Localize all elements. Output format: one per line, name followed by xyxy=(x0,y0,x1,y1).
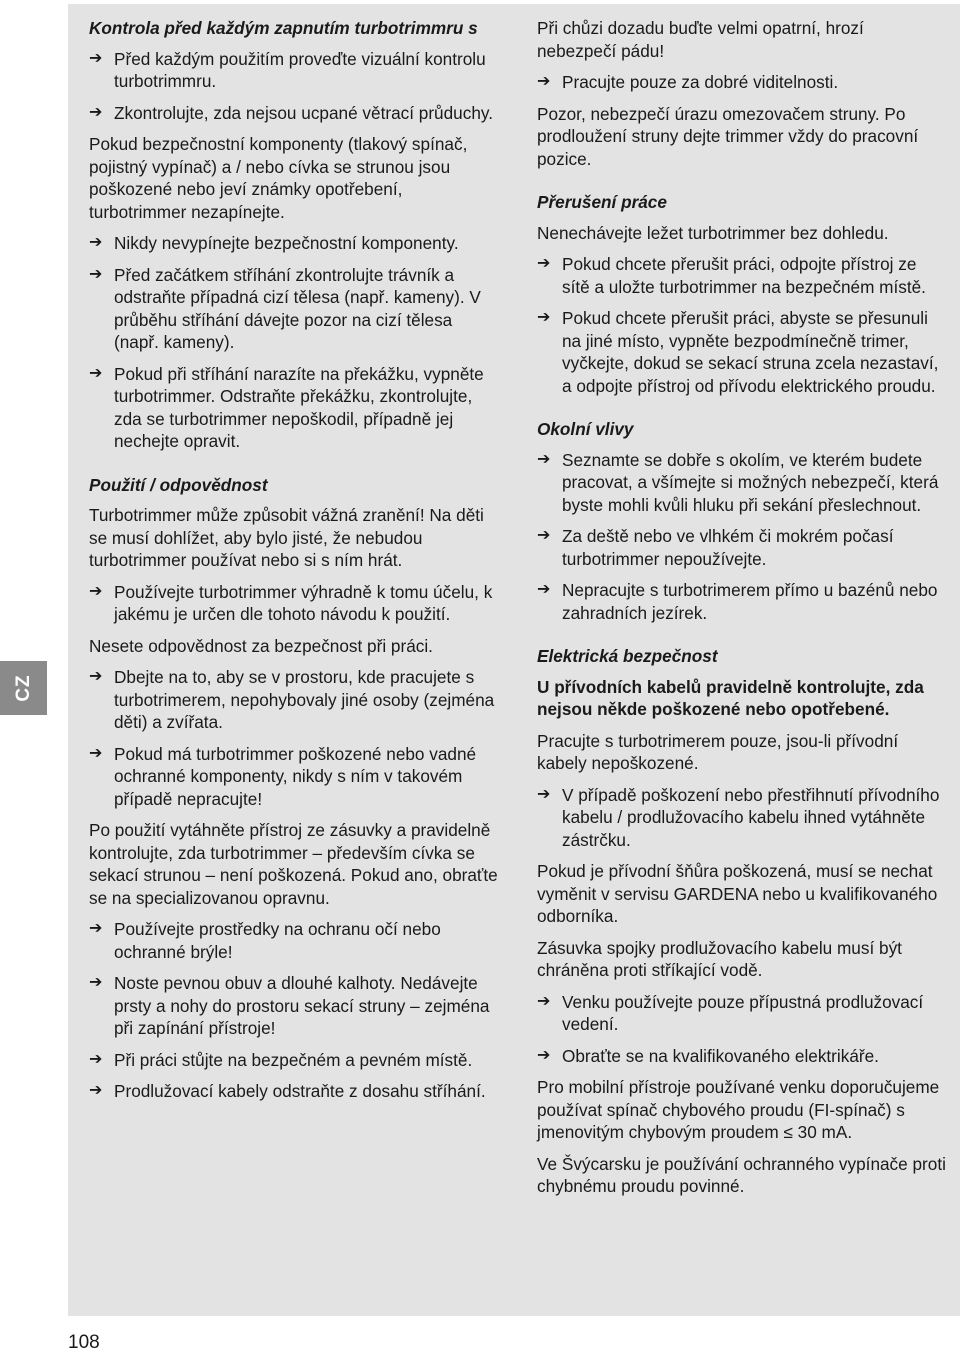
warning-paragraph: U přívodních kabelů pravidelně kontrolujte, zda nejsou někde poškozené nebo opotřebené. xyxy=(537,676,924,719)
bullet-item xyxy=(537,784,947,852)
bullet-text: Nepracujte s turbotrimerem přímo u bazénů nebo zahradních jezírek. xyxy=(562,580,938,623)
bullet-item xyxy=(89,48,499,93)
bullet-item xyxy=(89,1049,499,1072)
bullet-text: Před začátkem stříhání zkontrolujte trávník a odstraňte případná cizí tělesa (např. kameny). V průběhu stříhání dávejte pozor na cizí tělesa (např. kameny). xyxy=(114,264,481,352)
bullet-text: Za deště nebo ve vlhkém či mokrém počasí turbotrimmer nepoužívejte. xyxy=(562,526,894,569)
section-heading: Přerušení práce xyxy=(537,192,667,212)
bullet-text: Pokud při stříhání narazíte na překážku, vypněte turbotrimmer. Odstraňte překážku, zkontrolujte, zda se turbotrimmer nepoškodil, případně jej nechejte opravit. xyxy=(114,363,484,451)
arrow-right-icon: ➔ xyxy=(89,1082,103,1099)
bullet-item xyxy=(537,71,947,94)
arrow-right-icon: ➔ xyxy=(537,255,551,272)
page-number: 108 xyxy=(68,1332,100,1353)
arrow-right-icon: ➔ xyxy=(89,234,103,251)
arrow-right-icon: ➔ xyxy=(89,668,103,685)
bullet-item xyxy=(89,232,499,255)
bullet-text: Prodlužovací kabely odstraňte z dosahu stříhání. xyxy=(114,1081,486,1101)
left-column xyxy=(89,17,499,1112)
paragraph: Pracujte s turbotrimerem pouze, jsou-li přívodní kabely nepoškozené. xyxy=(537,730,899,773)
paragraph: Nesete odpovědnost za bezpečnost při práci. xyxy=(89,635,433,656)
bullet-text: V případě poškození nebo přestřihnutí přívodního kabelu / prodlužovacího kabelu ihned vytáhněte zástrčku. xyxy=(562,784,940,850)
section-heading: Elektrická bezpečnost xyxy=(537,646,718,666)
paragraph: Turbotrimmer může způsobit vážná zranění! Na děti se musí dohlížet, aby bylo jisté, že nebudou turbotrimmer používat nebo si s ním hrát. xyxy=(89,505,484,570)
current-value: ≤ 30 mA. xyxy=(783,1122,853,1142)
arrow-right-icon: ➔ xyxy=(89,1050,103,1068)
arrow-right-icon: ➔ xyxy=(537,581,551,598)
paragraph-text: Pro mobilní přístroje používané venku doporučujeme používat spínač chybového proudu (FI-spínač) s jmenovitým chybovým proudem xyxy=(537,1077,940,1142)
bullet-item xyxy=(537,449,947,517)
paragraph: Pokud je přívodní šňůra poškozená, musí se nechat vyměnit v servisu GARDENA nebo u kvalifikovaného odborníka. xyxy=(537,861,938,926)
arrow-right-icon: ➔ xyxy=(537,992,551,1010)
paragraph xyxy=(537,1076,947,1144)
paragraph: Pokud bezpečnostní komponenty (tlakový spínač, pojistný vypínač) a / nebo cívka se strunou jsou poškozené nebo jeví známky opotřebení, turbotrimmer nezapínejte. xyxy=(89,134,468,222)
bullet-text: Před každým použitím proveďte vizuální kontrolu turbotrimmru. xyxy=(114,48,486,91)
bullet-text: Dbejte na to, aby se v prostoru, kde pracujete s turbotrimerem, nepohybovaly jiné osoby (zejména děti) a zvířata. xyxy=(114,667,495,732)
bullet-text: Noste pevnou obuv a dlouhé kalhoty. Nedávejte prsty a nohy do prostoru sekací struny – zejména při zapínání přístroje! xyxy=(114,973,490,1038)
arrow-right-icon: ➔ xyxy=(89,364,103,382)
bullet-item xyxy=(537,525,947,570)
bullet-text: Zkontrolujte, zda nejsou ucpané větrací průduchy. xyxy=(114,102,493,123)
language-tab-label: CZ xyxy=(12,674,34,702)
arrow-right-icon: ➔ xyxy=(537,527,551,544)
arrow-right-icon: ➔ xyxy=(537,1046,551,1064)
arrow-right-icon: ➔ xyxy=(537,73,551,90)
bullet-text: Obraťte se na kvalifikovaného elektrikáře. xyxy=(562,1045,879,1066)
paragraph: Po použití vytáhněte přístroj ze zásuvky a pravidelně kontrolujte, zda turbotrimmer – především cívka se sekací strunou – není poškozená. Pokud ano, obraťte se na specializovanou opravnu. xyxy=(89,820,498,908)
bullet-item xyxy=(89,918,499,963)
arrow-right-icon: ➔ xyxy=(537,450,551,468)
bullet-item xyxy=(89,1080,499,1103)
bullet-text: Seznamte se dobře s okolím, ve kterém budete pracovat, a všímejte si možných nebezpečí, která byste mohli kvůli hluku při sekání přeslechnout. xyxy=(562,449,939,515)
bullet-item xyxy=(89,102,499,125)
bullet-item xyxy=(537,1045,947,1068)
arrow-right-icon: ➔ xyxy=(537,785,551,803)
bullet-item xyxy=(89,972,499,1040)
right-column xyxy=(537,17,947,1207)
bullet-text: Při práci stůjte na bezpečném a pevném místě. xyxy=(114,1049,473,1070)
arrow-right-icon: ➔ xyxy=(89,265,103,283)
bullet-text: Venku používejte pouze přípustná prodlužovací vedení. xyxy=(562,991,924,1034)
bullet-item xyxy=(89,264,499,354)
bullet-item xyxy=(89,743,499,811)
arrow-right-icon: ➔ xyxy=(537,309,551,326)
bullet-item xyxy=(537,253,947,298)
bullet-text: Používejte prostředky na ochranu očí nebo ochranné brýle! xyxy=(114,919,441,962)
section-heading: Použití / odpovědnost xyxy=(89,474,268,495)
arrow-right-icon: ➔ xyxy=(89,582,103,600)
bullet-item xyxy=(537,579,947,624)
bullet-item xyxy=(89,363,499,453)
bullet-text: Pokud má turbotrimmer poškozené nebo vadné ochranné komponenty, nikdy s ním v takovém případě nepracujte! xyxy=(114,743,477,809)
bullet-item xyxy=(537,991,947,1036)
language-tab xyxy=(0,661,47,715)
bullet-item xyxy=(89,666,499,734)
arrow-right-icon: ➔ xyxy=(89,49,103,67)
bullet-item xyxy=(89,581,499,626)
section-heading: Kontrola před každým zapnutím turbotrimmru s xyxy=(89,18,478,38)
bullet-text: Pokud chcete přerušit práci, odpojte přístroj ze sítě a uložte turbotrimmer na bezpečném místě. xyxy=(562,254,926,297)
paragraph: Zásuvka spojky prodlužovacího kabelu musí být chráněna proti stříkající vodě. xyxy=(537,937,902,980)
bullet-text: Pokud chcete přerušit práci, abyste se přesunuli na jiné místo, vypněte bezpodmínečně trimer, vyčkejte, dokud se sekací struna zcela nezastaví, a odpojte přístroj od přívodu elektrického proudu. xyxy=(562,308,939,396)
paragraph: Nenechávejte ležet turbotrimmer bez dohledu. xyxy=(537,222,889,243)
bullet-text: Používejte turbotrimmer výhradně k tomu účelu, k jakému je určen dle tohoto návodu k použití. xyxy=(114,581,493,624)
arrow-right-icon: ➔ xyxy=(89,103,103,121)
bullet-text: Nikdy nevypínejte bezpečnostní komponenty. xyxy=(114,233,459,253)
section-heading: Okolní vlivy xyxy=(537,419,634,439)
paragraph: Pozor, nebezpečí úrazu omezovačem struny. Po prodloužení struny dejte trimmer vždy do pracovní pozice. xyxy=(537,103,919,169)
paragraph: Při chůzi dozadu buďte velmi opatrní, hrozí nebezpečí pádu! xyxy=(537,18,864,61)
arrow-right-icon: ➔ xyxy=(89,974,103,991)
paragraph: Ve Švýcarsku je používání ochranného vypínače proti chybnému proudu povinné. xyxy=(537,1153,946,1196)
bullet-item xyxy=(537,307,947,397)
bullet-text: Pracujte pouze za dobré viditelnosti. xyxy=(562,72,839,92)
arrow-right-icon: ➔ xyxy=(89,744,103,762)
arrow-right-icon: ➔ xyxy=(89,920,103,937)
